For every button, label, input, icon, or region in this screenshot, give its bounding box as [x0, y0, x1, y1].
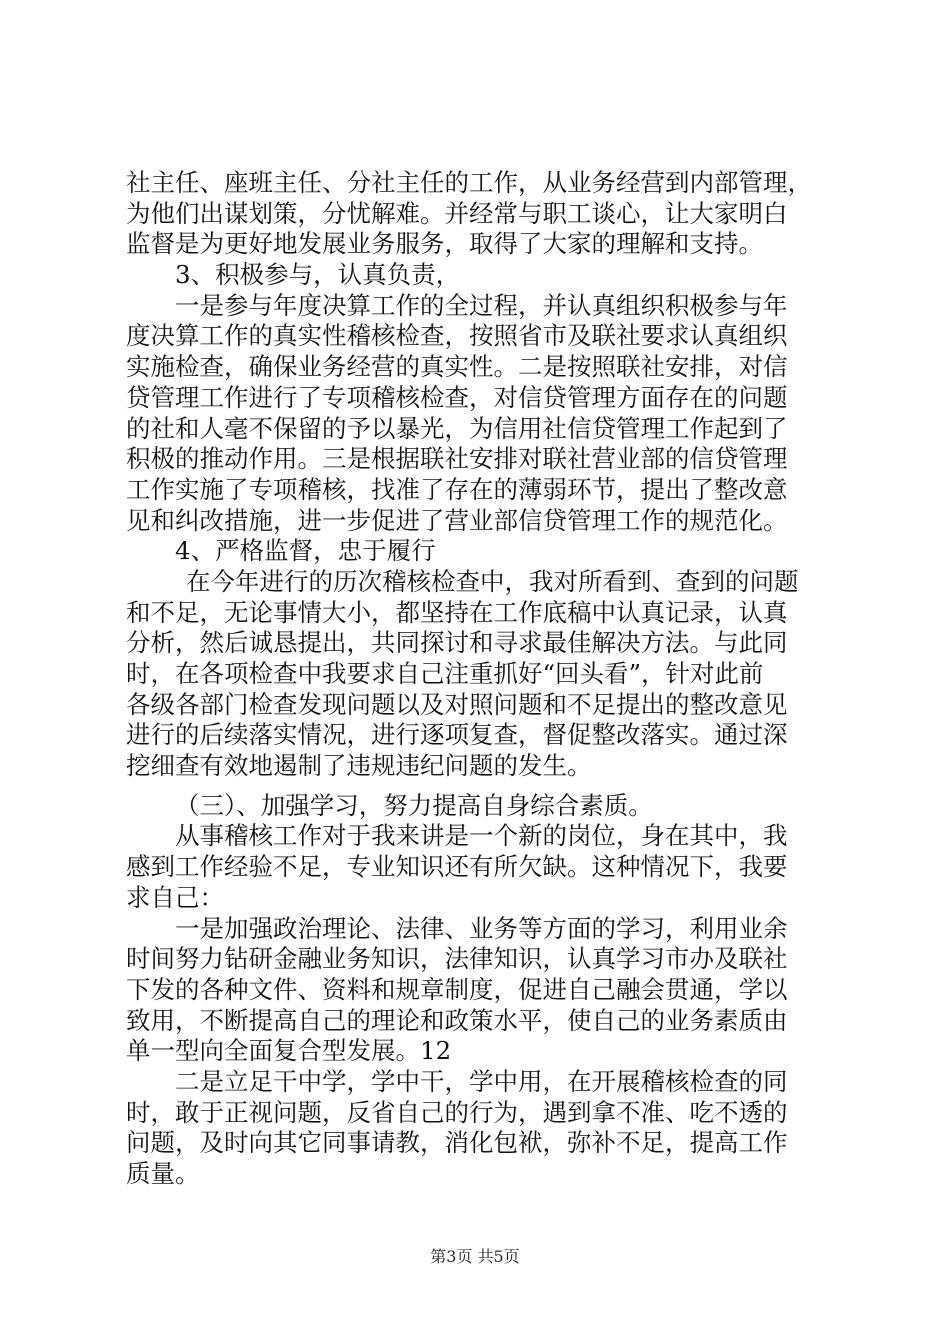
text-line: 工作实施了专项稽核，找准了存在的薄弱环节，提出了整改意 — [126, 474, 788, 504]
text-line: 各级各部门检查发现问题以及对照问题和不足提出的整改意见 — [126, 689, 788, 719]
text-line: 度决算工作的真实性稽核检查，按照省市及联社要求认真组织 — [126, 321, 788, 351]
text-line: 贷管理工作进行了专项稽核检查，对信贷管理方面存在的问题 — [126, 382, 788, 412]
text-line: 从事稽核工作对于我来讲是一个新的岗位，身在其中，我 — [175, 821, 788, 851]
text-line: 二是立足干中学，学中干，学中用，在开展稽核检查的同 — [175, 1066, 788, 1096]
text-line: 时，在各项检查中我要求自己注重抓好“回头看”，针对此前 — [126, 659, 764, 688]
text-line: 社主任、座班主任、分社主任的工作，从业务经营到内部管理， — [126, 168, 812, 197]
text-line: 问题，及时向其它同事请教，消化包袱，弥补不足，提高工作 — [126, 1128, 788, 1158]
text-line: 一是参与年度决算工作的全过程，并认真组织积极参与年 — [175, 290, 788, 320]
spacer — [126, 782, 831, 791]
text-line: 求自己： — [126, 882, 224, 912]
text-line: 致用，不断提高自己的理论和政策水平，使自己的业务素质由 — [126, 1005, 788, 1035]
text-line: 分析，然后诚恳提出，共同探讨和寻求最佳解决方法。与此同 — [126, 628, 788, 658]
text-line: 质量。 — [126, 1159, 200, 1188]
text-line: 时，敢于正视问题，反省自己的行为，遇到拿不准、吃不透的 — [126, 1097, 788, 1127]
page-footer: 第3页 共5页 — [430, 1247, 520, 1266]
text-line: 一是加强政治理论、法律、业务等方面的学习，利用业余 — [175, 913, 788, 943]
text-line: 为他们出谋划策，分忧解难。并经常与职工谈心，让大家明白 — [126, 198, 788, 228]
text-line: 进行的后续落实情况，进行逐项复查，督促整改落实。通过深 — [126, 720, 788, 750]
text-line: 的社和人毫不保留的予以暴光，为信用社信贷管理工作起到了 — [126, 413, 788, 443]
text-line: 挖细查有效地遏制了违规违纪问题的发生。 — [126, 751, 592, 781]
text-line: 监督是为更好地发展业务服务，取得了大家的理解和支持。 — [126, 229, 763, 259]
text-line: 积极的推动作用。三是根据联社安排对联社营业部的信贷管理 — [126, 444, 788, 474]
section-heading: 4、严格监督，忠于履行 — [175, 536, 436, 566]
text-line: 下发的各种文件、资料和规章制度，促进自己融会贯通，学以 — [126, 974, 788, 1004]
section-heading: （三）、加强学习，努力提高自身综合素质。 — [175, 790, 653, 820]
text-line: 单一型向全面复合型发展。12 — [126, 1036, 452, 1066]
text-line: 和不足，无论事情大小，都坚持在工作底稿中认真记录，认真 — [126, 597, 788, 627]
text-line: 见和纠改措施，进一步促进了营业部信贷管理工作的规范化。 — [126, 505, 788, 535]
text-line: 感到工作经验不足，专业知识还有所欠缺。这种情况下，我要 — [126, 852, 788, 882]
section-heading: 3、积极参与，认真负责， — [175, 260, 461, 290]
body-text — [126, 168, 831, 1190]
text-line: 在今年进行的历次稽核检查中，我对所看到、查到的问题 — [186, 566, 799, 596]
text-line: 时间努力钻研金融业务知识，法律知识，认真学习市办及联社 — [126, 944, 788, 974]
text-line: 实施检查，确保业务经营的真实性。二是按照联社安排，对信 — [126, 352, 788, 382]
